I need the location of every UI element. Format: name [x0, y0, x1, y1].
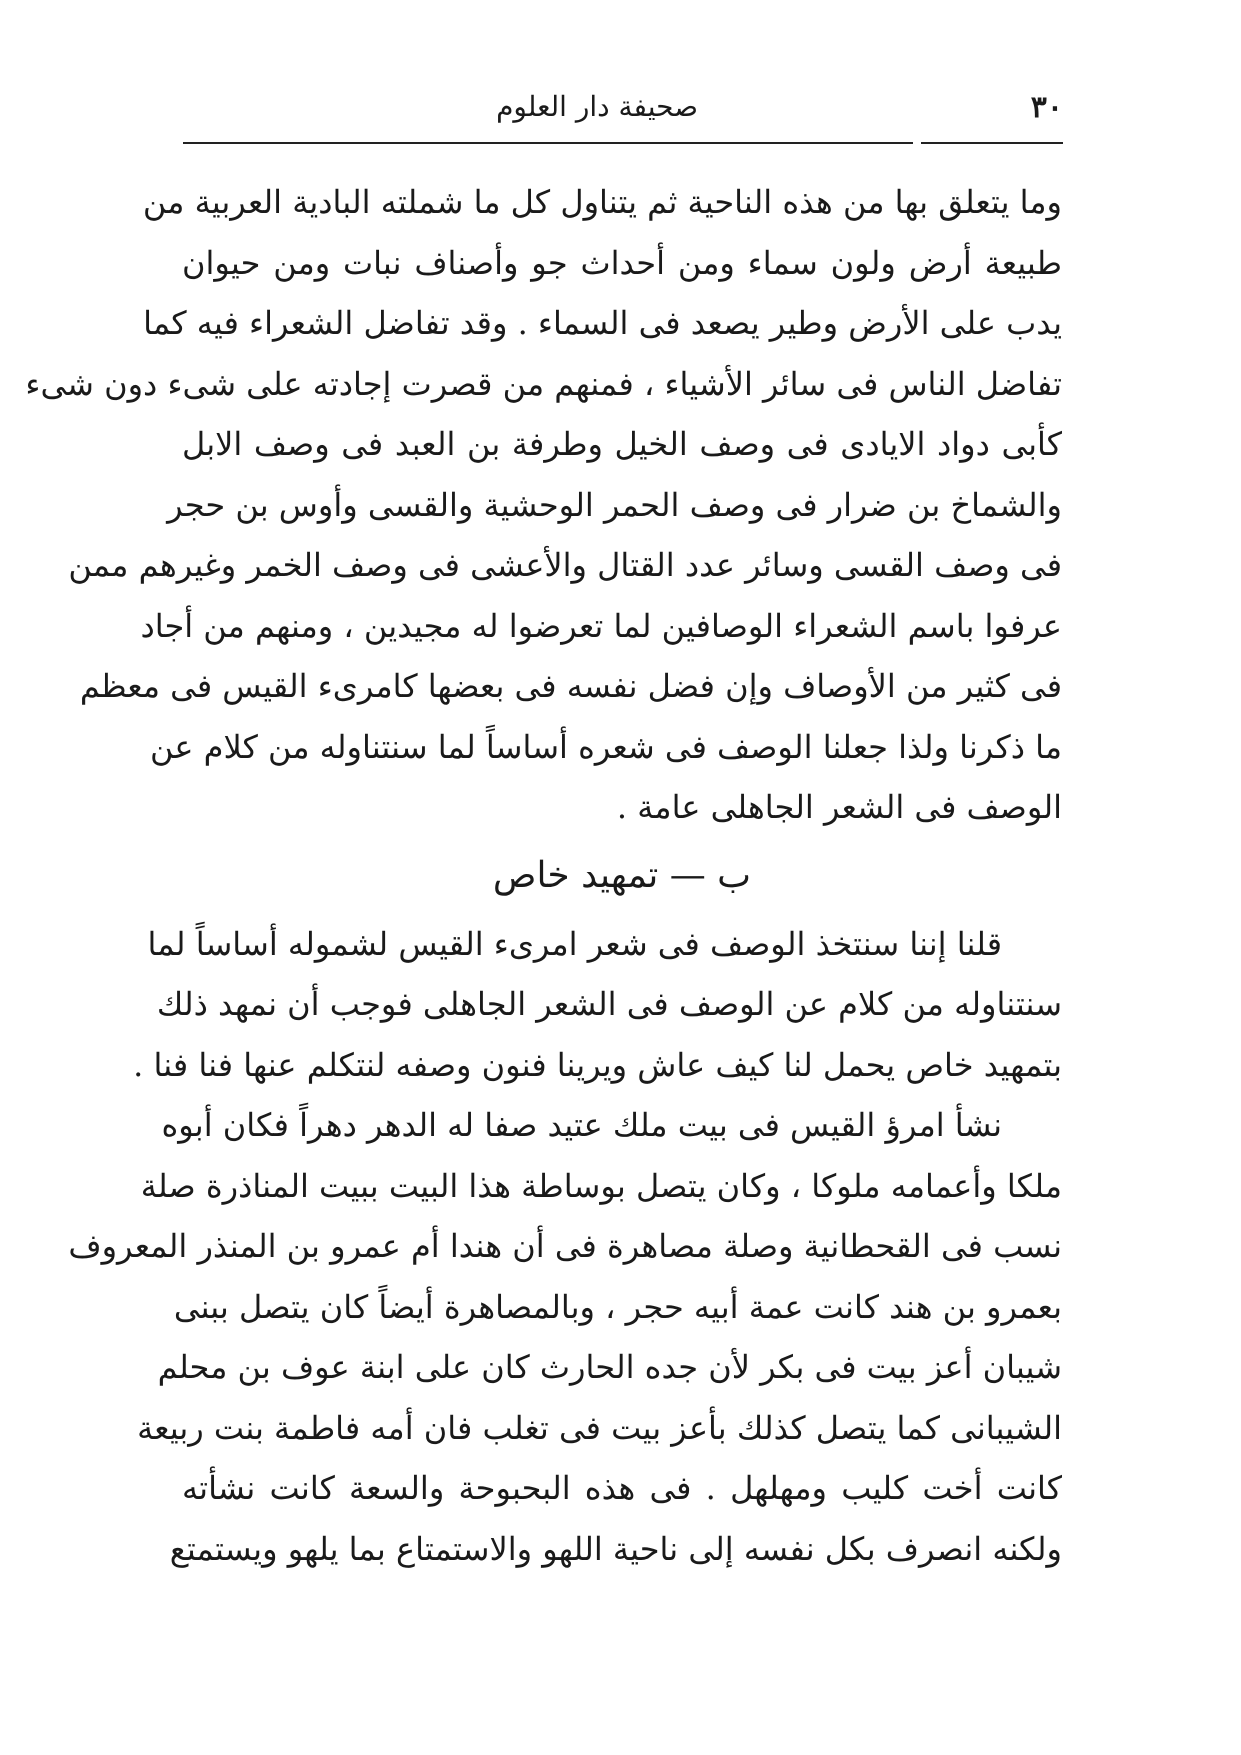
text-line: وما يتعلق بها من هذه الناحية ثم يتناول كل ما شملته البادية العربية من	[142, 183, 1062, 221]
text-line: الوصف فى الشعر الجاهلى عامة .	[616, 788, 1062, 826]
text-line: قلنا إننا سنتخذ الوصف فى شعر امرىء القيس لشموله أساساً لما	[147, 924, 1002, 963]
text-line: بتمهيد خاص يحمل لنا كيف عاش ويرينا فنون وصفه لنتكلم عنها فنا فنا .	[133, 1045, 1062, 1084]
text-line: بعمرو بن هند كانت عمة أبيه حجر ، وبالمصاهرة أيضاً كان يتصل ببنى	[173, 1287, 1062, 1326]
section-heading: ب — تمهيد خاص	[492, 854, 752, 896]
text-line: ولكنه انصرف بكل نفسه إلى ناحية اللهو والاستمتاع بما يلهو ويستمتع	[169, 1529, 1062, 1568]
paragraph-2	[133, 914, 1062, 1096]
text-line: شيبان أعز بيت فى بكر لأن جده الحارث كان على ابنة عوف بن محلم	[157, 1348, 1062, 1386]
text-line: ملكا وأعمامه ملوكا ، وكان يتصل بوساطة هذا البيت ببيت المناذرة صلة	[140, 1166, 1062, 1205]
text-line: طبيعة أرض ولون سماء ومن أحداث جو وأصناف نبات ومن حيوان	[182, 243, 1062, 282]
page-header	[183, 82, 1063, 142]
text-line: عرفوا باسم الشعراء الوصافين لما تعرضوا له مجيدين ، ومنهم من أجاد	[140, 606, 1062, 645]
body-text	[25, 172, 1062, 1579]
text-line: يدب على الأرض وطير يصعد فى السماء . وقد تفاضل الشعراء فيه كما	[143, 304, 1062, 342]
text-line: ما ذكرنا ولذا جعلنا الوصف فى شعره أساساً لما سنتناوله من كلام عن	[150, 727, 1062, 766]
paragraph-3	[68, 1095, 1062, 1579]
text-line: فى وصف القسى وسائر عدد القتال والأعشى فى وصف الخمر وغيرهم ممن	[68, 546, 1062, 584]
text-line: كانت أخت كليب ومهلهل . فى هذه البحبوحة والسعة كانت نشأته	[182, 1469, 1062, 1507]
text-line: كأبى دواد الايادى فى وصف الخيل وطرفة بن العبد فى وصف الابل	[182, 425, 1062, 463]
text-line: والشماخ بن ضرار فى وصف الحمر الوحشية والقسى وأوس بن حجر	[167, 485, 1062, 524]
header-rule-short	[921, 142, 1063, 144]
running-title: صحيفة دار العلوم	[496, 90, 698, 123]
text-line: سنتناوله من كلام عن الوصف فى الشعر الجاهلى فوجب أن نمهد ذلك	[156, 985, 1062, 1023]
page-number: ٣٠	[1030, 90, 1063, 125]
text-line: تفاضل الناس فى سائر الأشياء ، فمنهم من قصرت إجادته على شىء دون شىء	[25, 364, 1062, 403]
text-line: فى كثير من الأوصاف وإن فضل نفسه فى بعضها كامرىء القيس فى معظم	[79, 667, 1062, 705]
text-line: نشأ امرؤ القيس فى بيت ملك عتيد صفا له الدهر دهراً فكان أبوه	[161, 1106, 1002, 1144]
paragraph-1	[25, 172, 1062, 838]
text-line: نسب فى القحطانية وصلة مصاهرة فى أن هندا أم عمرو بن المنذر المعروف	[68, 1227, 1062, 1265]
header-rule-long	[183, 142, 913, 144]
text-line: الشيبانى كما يتصل كذلك بأعز بيت فى تغلب فان أمه فاطمة بنت ربيعة	[137, 1408, 1062, 1447]
